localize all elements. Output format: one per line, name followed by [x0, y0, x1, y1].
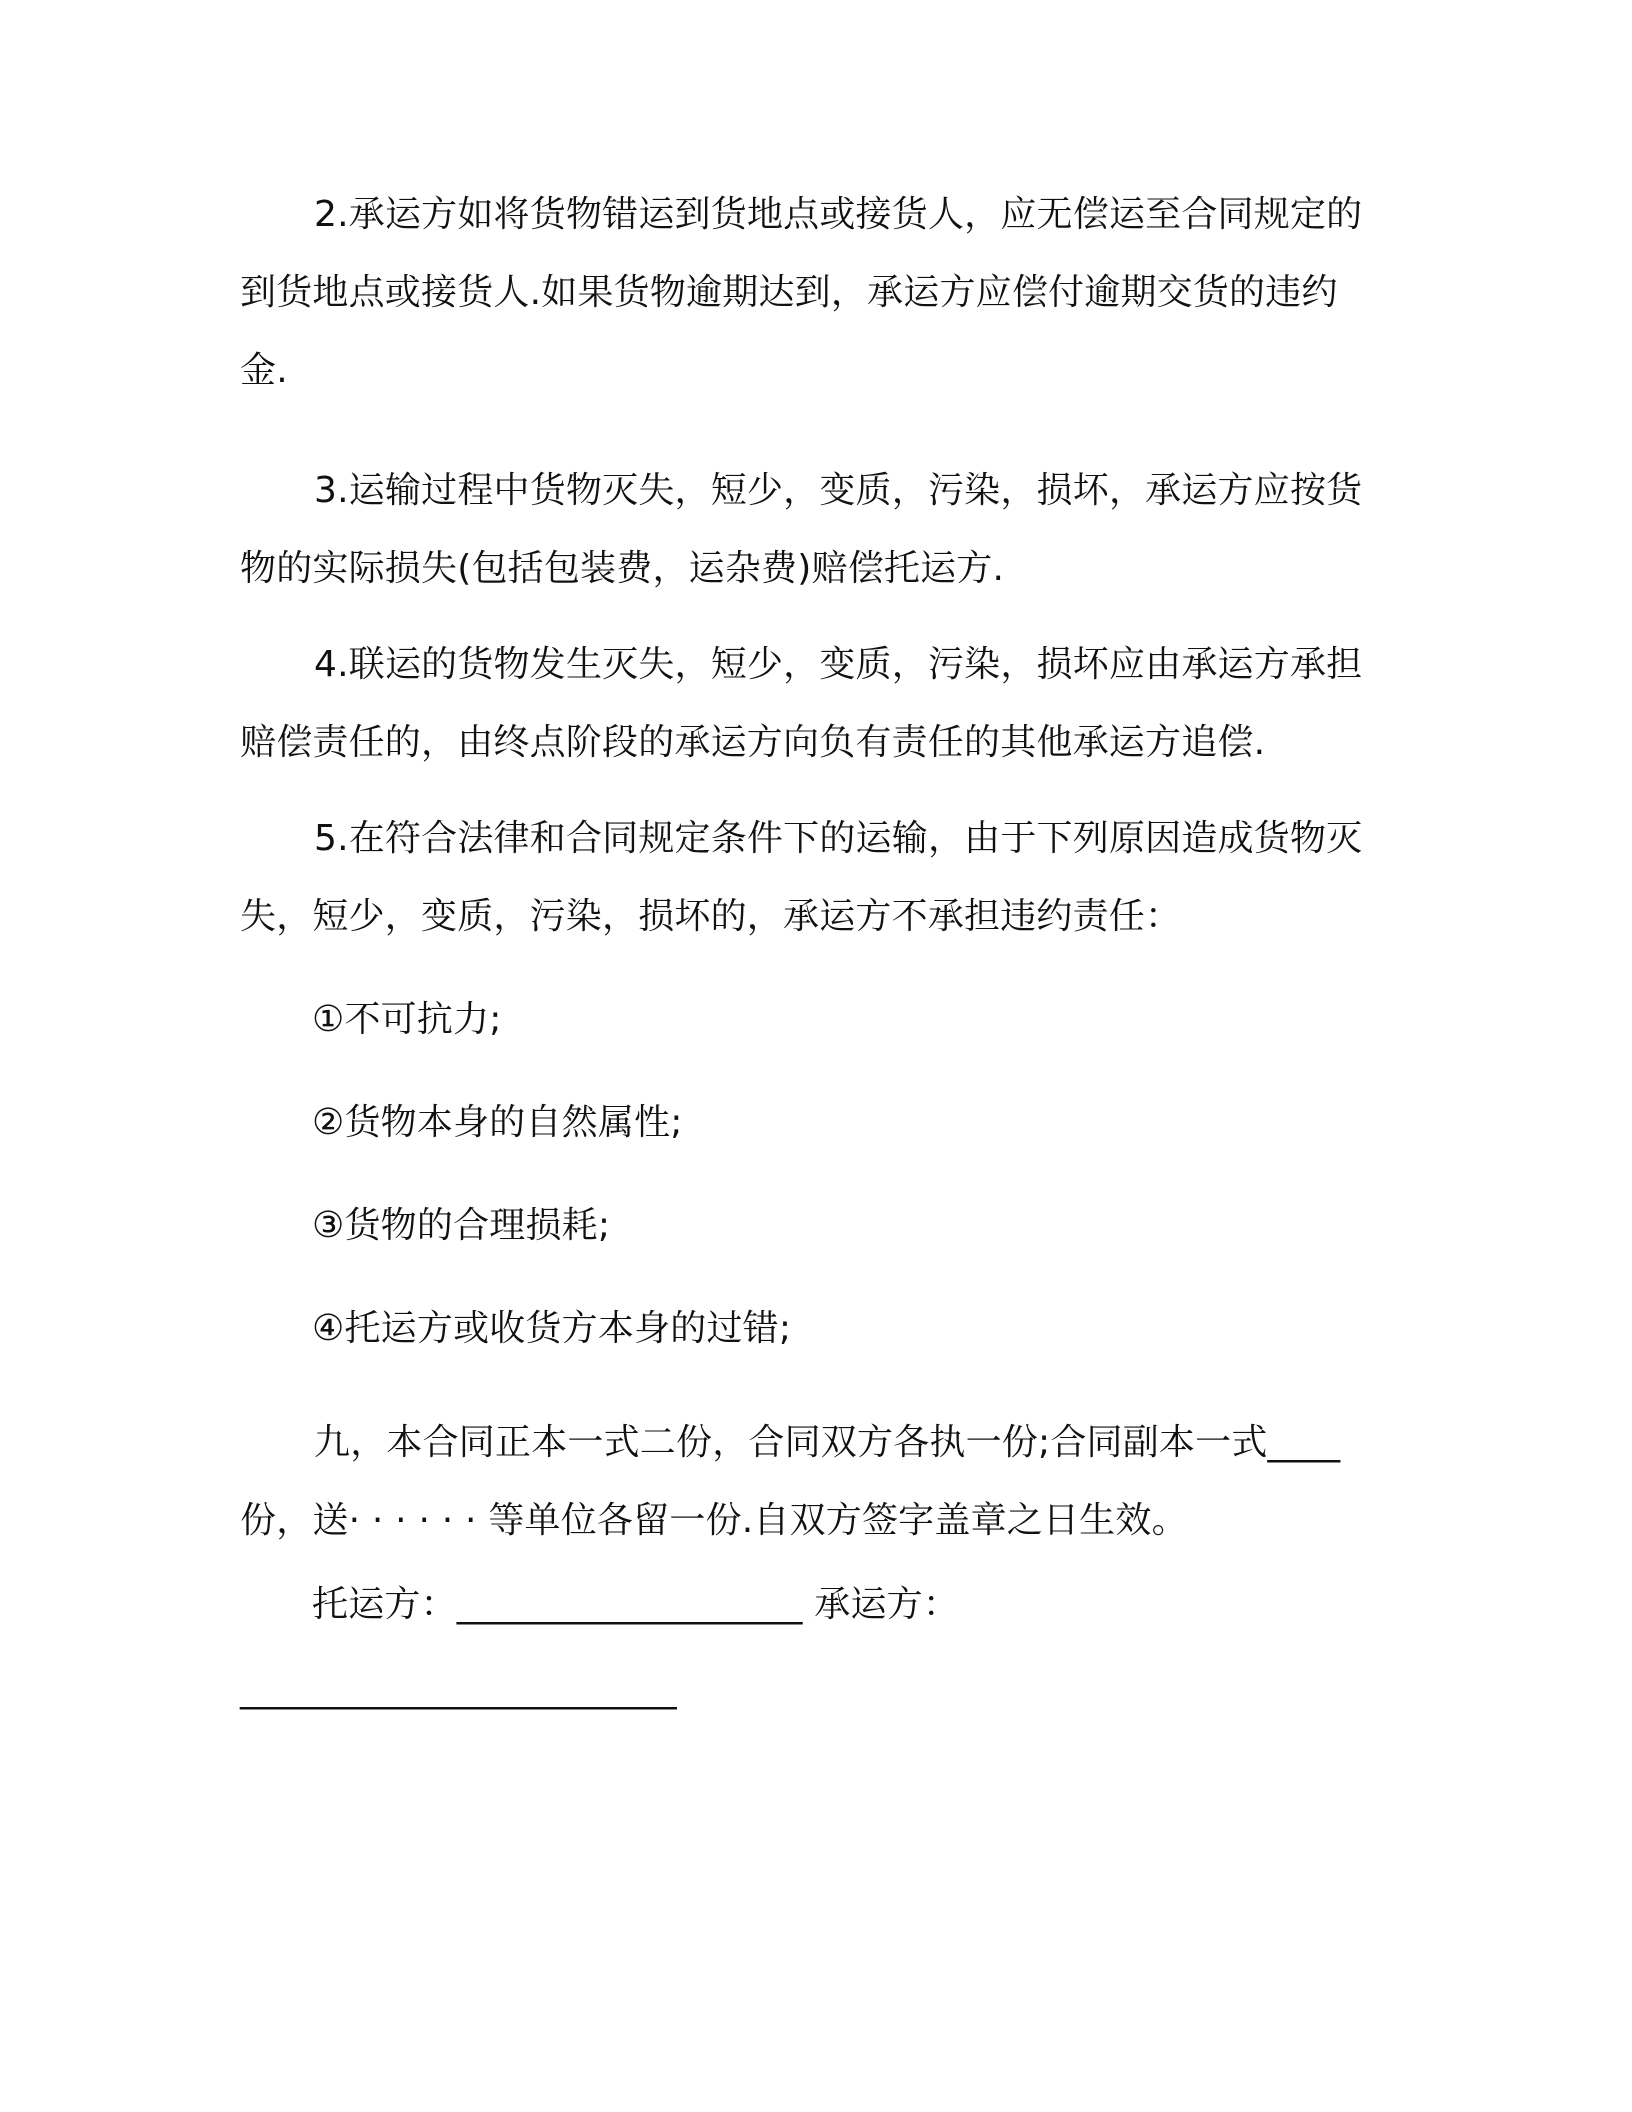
- signature-blank: ________________________: [240, 1669, 677, 1710]
- list-item-force-majeure: ①不可抗力;: [312, 999, 502, 1040]
- paragraph-clause-5: 5.在符合法律和合同规定条件下的运输，由于下列原因造成货物灭失，短少，变质，污染，损坏的，承运方不承担违约责任：: [240, 818, 1363, 937]
- paragraph-clause-2: 2.承运方如将货物错运到货地点或接货人，应无偿运至合同规定的到货地点或接货人.如果货物逾期达到，承运方应偿付逾期交货的违约金.: [240, 194, 1363, 391]
- list-item-reasonable-loss: ③货物的合理损耗;: [312, 1205, 611, 1246]
- paragraph-clause-3: 3.运输过程中货物灭失，短少，变质，污染，损坏，承运方应按货物的实际损失(包括包装费，运杂费)赔偿托运方.: [240, 470, 1363, 589]
- paragraph-clause-4: 4.联运的货物发生灭失，短少，变质，污染，损坏应由承运方承担赔偿责任的，由终点阶段的承运方向负有责任的其他承运方追偿.: [240, 644, 1363, 763]
- list-item-party-fault: ④托运方或收货方本身的过错;: [312, 1308, 792, 1349]
- list-item-natural-property: ②货物本身的自然属性;: [312, 1102, 683, 1143]
- paragraph-clause-nine: 九，本合同正本一式二份，合同双方各执一份;合同副本一式____份，送· · · · · · 等单位各留一份.自双方签字盖章之日生效。: [240, 1422, 1341, 1541]
- signature-line: 托运方：___________________ 承运方：: [312, 1584, 960, 1625]
